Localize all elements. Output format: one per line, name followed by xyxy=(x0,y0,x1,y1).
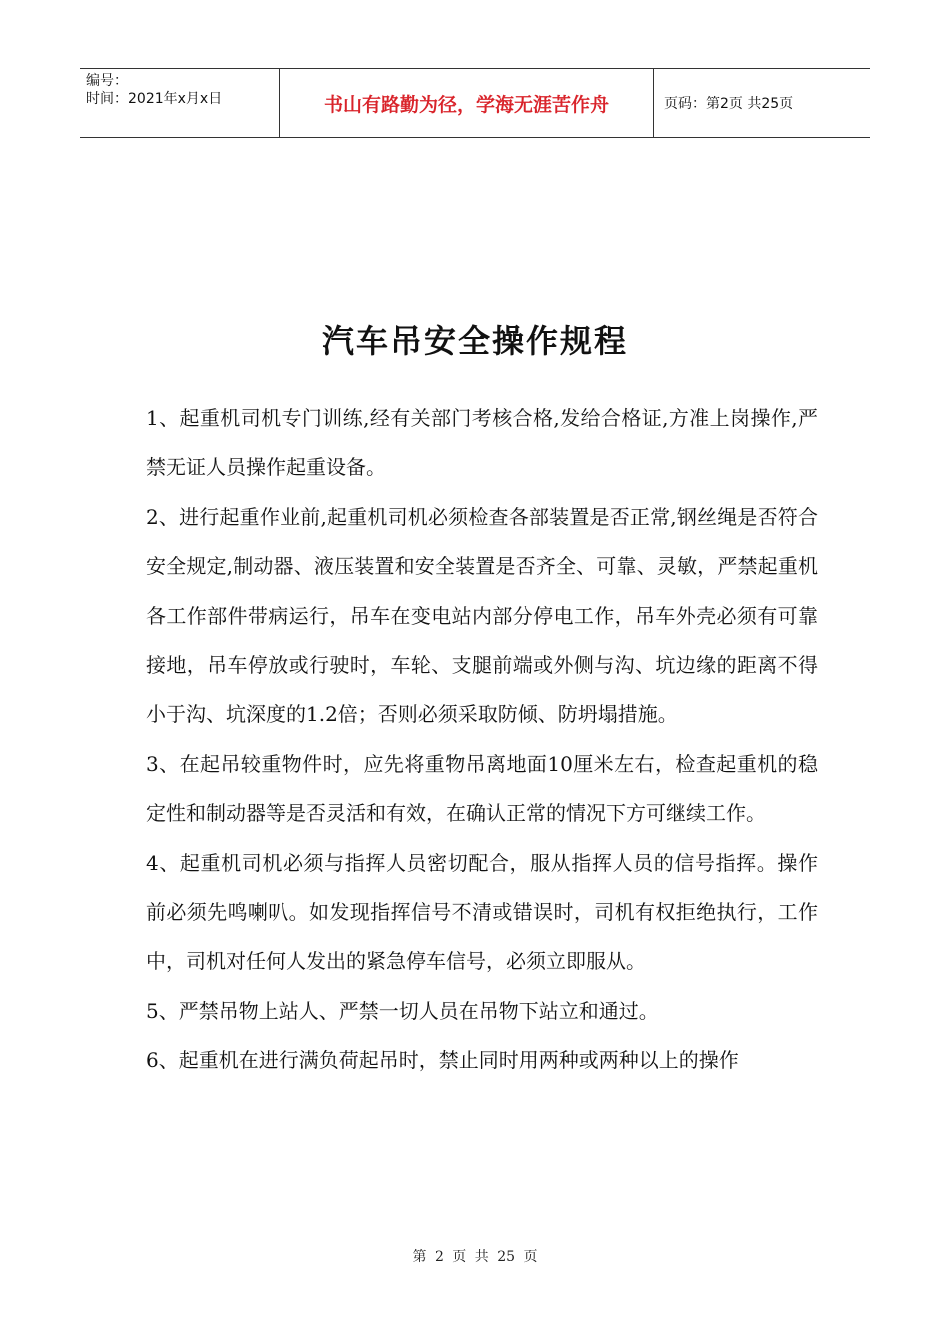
document-title: 汽车吊安全操作规程 xyxy=(321,322,628,360)
page-header xyxy=(80,68,870,138)
paragraph: 6、起重机在进行满负荷起吊时，禁止同时用两种或两种以上的操作 xyxy=(146,1048,739,1073)
page-footer: 第 2 页 共 25 页 xyxy=(412,1249,538,1265)
paragraph: 4、起重机司机必须与指挥人员密切配合，服从指挥人员的信号指挥。操作前必须先鸣喇叭。如发现指挥信号不清或错误时，司机有权拒绝执行，工作中，司机对任何人发出的紧急停车信号，必须立即服从。 xyxy=(146,850,818,974)
header-motto: 书山有路勤为径，学海无涯苦作舟 xyxy=(280,69,654,137)
header-page-info: 页码：第2页 共25页 xyxy=(664,96,794,112)
paragraph: 1、起重机司机专门训练,经有关部门考核合格,发给合格证,方准上岗操作,严禁无证人员操作起重设备。 xyxy=(146,406,818,480)
time-label: 时间：2021年x月x日 xyxy=(86,91,223,107)
paragraph: 3、在起吊较重物件时，应先将重物吊离地面10厘米左右，检查起重机的稳定性和制动器等是否灵活和有效，在确认正常的情况下方可继续工作。 xyxy=(146,751,818,826)
document-body xyxy=(146,394,818,1086)
paragraph: 2、进行起重作业前,起重机司机必须检查各部装置是否正常,钢丝绳是否符合安全规定,制动器、液压装置和安全装置是否齐全、可靠、灵敏，严禁起重机各工作部件带病运行，吊车在变电站内部分停电工作，吊车外壳必须有可靠接地，吊车停放或行驶时，车轮、支腿前端或外侧与沟、坑边缘的距离不得小于沟、坑深度的1.2倍；否则必须采取防倾、防坍塌措施。 xyxy=(146,504,818,727)
header-meta xyxy=(80,69,280,137)
paragraph: 5、严禁吊物上站人、严禁一切人员在吊物下站立和通过。 xyxy=(146,998,659,1023)
serial-label: 编号： xyxy=(86,73,128,89)
